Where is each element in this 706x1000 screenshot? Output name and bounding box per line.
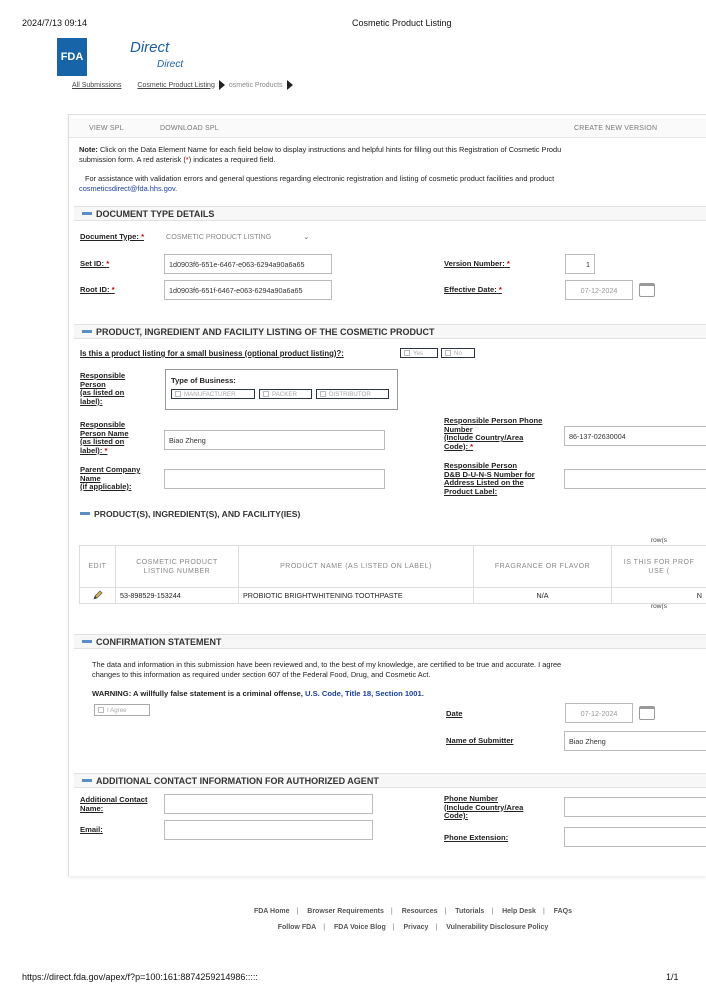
submitter-name-field[interactable]: Biao Zheng	[564, 731, 706, 751]
main-panel	[68, 114, 706, 876]
confirmation-text-2: changes to this information as required under section 607 of the Federal Food, Drug, and Cosmetic Act.	[92, 669, 431, 679]
collapse-icon[interactable]	[82, 330, 92, 333]
confirmation-date-field[interactable]: 07-12-2024	[565, 703, 633, 723]
small-business-yes-checkbox[interactable]: Yes	[400, 348, 438, 358]
confirmation-text-1: The data and information in this submission have been reviewed and, to the best of my knowledge, are certified to be true and accurate. I agree	[92, 660, 562, 669]
distributor-checkbox[interactable]: DISTRIBUTOR	[316, 389, 389, 399]
create-new-version-button[interactable]: CREATE NEW VERSION	[574, 125, 658, 132]
instructions-note	[79, 145, 699, 164]
parent-company-label[interactable]: Parent Company Name (if applicable):	[80, 465, 141, 491]
section-title-confirmation: CONFIRMATION STATEMENT	[96, 637, 222, 647]
assistance-note	[79, 174, 699, 193]
warning-text: WARNING: A willfully false statement is a criminal offense, U.S. Code, Title 18, Section 1001.	[92, 689, 424, 698]
footer-privacy-link[interactable]: Privacy	[403, 924, 429, 931]
note-text-2a: submission form. A red asterisk (	[79, 154, 186, 164]
responsible-person-phone-field[interactable]: 86-137-02630004	[564, 426, 706, 446]
section-title-document-type: DOCUMENT TYPE DETAILS	[96, 209, 215, 219]
breadcrumb-separator-icon	[219, 80, 225, 90]
duns-number-label[interactable]: Responsible Person D&B D-U-N-S Number for Address Listed on the Product Label:	[444, 461, 535, 496]
col-product-name[interactable]: PRODUCT NAME (AS LISTED ON LABEL)	[239, 546, 474, 588]
small-business-no-checkbox[interactable]: No	[441, 348, 475, 358]
responsible-person-label[interactable]: Responsible Person (as listed on label):	[80, 371, 126, 406]
root-id-field[interactable]: 1d0903f6-651f-6467-e063-6294a90a6a65	[164, 280, 332, 300]
additional-contact-name-field[interactable]	[164, 794, 373, 814]
support-email-link[interactable]: cosmeticsdirect@fda.hhs.gov.	[79, 183, 178, 193]
section-title-authorized-agent: ADDITIONAL CONTACT INFORMATION FOR AUTHORIZED AGENT	[96, 776, 379, 786]
download-spl-button[interactable]: DOWNLOAD SPL	[160, 125, 219, 132]
breadcrumb-all-submissions[interactable]: All Submissions	[72, 81, 122, 89]
rows-count-top: row(s	[651, 537, 667, 544]
direct-logo-subtext: Direct	[157, 59, 184, 70]
footer-follow-fda-link[interactable]: Follow FDA	[277, 924, 317, 931]
set-id-field[interactable]: 1d0903f6-651e-6467-e063-6294a90a6a65	[164, 254, 332, 274]
footer-links-row-1: FDA Home | Browser Requirements | Resources | Tutorials | Help Desk | FAQs	[253, 908, 573, 915]
collapse-icon[interactable]	[82, 640, 92, 643]
footer-resources-link[interactable]: Resources	[401, 908, 438, 915]
agent-phone-field[interactable]	[564, 797, 706, 817]
collapse-icon[interactable]	[82, 212, 92, 215]
type-of-business-label: Type of Business:	[171, 376, 236, 385]
section-authorized-agent	[74, 773, 706, 788]
calendar-icon[interactable]	[639, 283, 655, 297]
print-url: https://direct.fda.gov/apex/f?p=100:161:8874259214986:::::	[22, 972, 258, 982]
footer-help-desk-link[interactable]: Help Desk	[502, 908, 536, 915]
products-subsection-header	[80, 509, 300, 519]
additional-contact-name-label[interactable]: Additional Contact Name:	[80, 795, 148, 813]
calendar-icon[interactable]	[639, 706, 655, 720]
version-number-label[interactable]: Version Number: *	[444, 259, 510, 268]
fragrance-cell: N/A	[474, 588, 612, 604]
col-fragrance[interactable]: FRAGRANCE OR FLAVOR	[474, 546, 612, 588]
fda-logo[interactable]: FDA	[57, 38, 87, 76]
section-document-type	[74, 206, 706, 221]
packer-checkbox[interactable]: PACKER	[259, 389, 312, 399]
parent-company-field[interactable]	[164, 469, 385, 489]
footer-browser-requirements-link[interactable]: Browser Requirements	[307, 908, 384, 915]
print-datetime: 2024/7/13 09:14	[22, 18, 88, 28]
submitter-name-label[interactable]: Name of Submitter	[446, 736, 514, 745]
col-listing-number[interactable]: COSMETIC PRODUCT LISTING NUMBER	[116, 546, 239, 588]
section-product-listing	[74, 324, 706, 339]
col-prof-use[interactable]: IS THIS FOR PROF USE (	[612, 546, 706, 588]
footer-tutorials-link[interactable]: Tutorials	[455, 908, 485, 915]
col-edit[interactable]: EDIT	[80, 546, 116, 588]
i-agree-checkbox[interactable]: I Agree	[94, 704, 150, 716]
note-asterisk: *	[185, 154, 189, 164]
phone-extension-field[interactable]	[564, 827, 706, 847]
rows-count-bottom: row(s	[651, 603, 667, 610]
phone-extension-label[interactable]: Phone Extension:	[444, 833, 509, 842]
print-title: Cosmetic Product Listing	[352, 18, 452, 28]
root-id-label[interactable]: Root ID: *	[80, 285, 115, 294]
listing-number-cell: 53-898529-153244	[116, 588, 239, 604]
footer-vulnerability-link[interactable]: Vulnerability Disclosure Policy	[446, 924, 549, 931]
confirmation-text	[92, 660, 704, 679]
breadcrumb-arrow-icon	[287, 80, 293, 90]
note-text-2b: ) indicates a required field.	[188, 154, 276, 164]
responsible-person-name-label[interactable]: Responsible Person Name (as listed on label): *	[80, 420, 129, 455]
breadcrumb-cosmetic-product-listing[interactable]: Cosmetic Product Listing	[137, 81, 215, 89]
edit-cell[interactable]	[80, 588, 116, 604]
small-business-question[interactable]: Is this a product listing for a small business (optional product listing)?:	[80, 349, 344, 358]
product-name-cell: PROBIOTIC BRIGHTWHITENING TOOTHPASTE	[239, 588, 474, 604]
section-title-product-listing: PRODUCT, INGREDIENT AND FACILITY LISTING OF THE COSMETIC PRODUCT	[96, 327, 435, 337]
chevron-down-icon: ⌄	[303, 232, 310, 241]
note-label: Note:	[79, 145, 98, 154]
footer-faqs-link[interactable]: FAQs	[553, 908, 573, 915]
section-confirmation	[74, 634, 706, 649]
responsible-person-phone-label[interactable]: Responsible Person Phone Number (Include Country/Area Code): *	[444, 416, 543, 451]
collapse-icon[interactable]	[82, 779, 92, 782]
assist-text: For assistance with validation errors and general questions regarding electronic registration and listing of cosmetic product facilities and product	[85, 174, 555, 183]
footer-fda-home-link[interactable]: FDA Home	[253, 908, 290, 915]
breadcrumb-current: osmetic Products	[228, 81, 283, 89]
table-row	[80, 588, 706, 604]
version-number-field[interactable]: 1	[565, 254, 595, 274]
date-label[interactable]: Date	[446, 709, 463, 718]
breadcrumb	[72, 80, 297, 90]
collapse-icon[interactable]	[80, 512, 90, 515]
pencil-edit-icon[interactable]	[93, 590, 103, 600]
duns-number-field[interactable]	[564, 469, 706, 489]
direct-logo-text: Direct	[130, 39, 170, 56]
effective-date-field[interactable]: 07-12-2024	[565, 280, 633, 300]
products-subsection-title: PRODUCT(S), INGREDIENT(S), AND FACILITY(IES)	[94, 509, 301, 519]
us-code-link[interactable]: U.S. Code, Title 18, Section 1001.	[304, 689, 424, 698]
agent-phone-label[interactable]: Phone Number (Include Country/Area Code):	[444, 794, 524, 820]
email-label[interactable]: Email:	[80, 825, 103, 834]
products-table	[79, 545, 706, 604]
manufacturer-checkbox[interactable]: MANUFACTURER	[171, 389, 255, 399]
prof-use-cell: N	[612, 588, 706, 604]
document-type-value: COSMETIC PRODUCT LISTING	[166, 232, 272, 241]
responsible-person-name-field[interactable]: Biao Zheng	[164, 430, 385, 450]
document-type-label[interactable]: Document Type: *	[80, 232, 145, 241]
effective-date-label[interactable]: Effective Date: *	[444, 285, 502, 294]
set-id-label[interactable]: Set ID: *	[80, 259, 110, 268]
note-text-1: Click on the Data Element Name for each field below to display instructions and helpful hints for filling out this Registration of Cosmetic Produ	[97, 145, 562, 154]
view-spl-button[interactable]: VIEW SPL	[89, 125, 124, 132]
print-page-number: 1/1	[666, 972, 679, 982]
footer-voice-blog-link[interactable]: FDA Voice Blog	[334, 924, 386, 931]
footer-links-row-2: Follow FDA | FDA Voice Blog | Privacy | Vulnerability Disclosure Policy	[277, 924, 549, 931]
document-type-select[interactable]	[166, 232, 309, 241]
email-field[interactable]	[164, 820, 373, 840]
